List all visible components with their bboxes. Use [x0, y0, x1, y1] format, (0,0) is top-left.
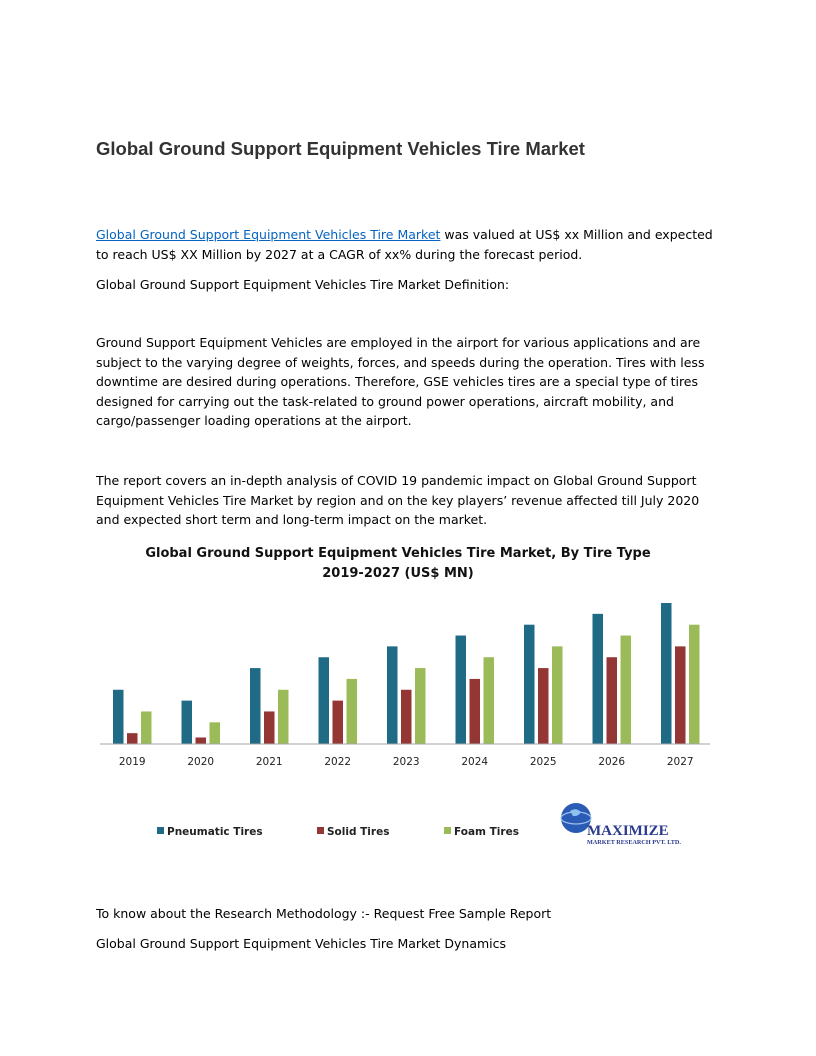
legend-swatch-pneumatic-tires [157, 827, 164, 834]
description-paragraph: Ground Support Equipment Vehicles are employed in the airport for various applications and are subject to the varying degree of weights, forces, and speeds during the operation. Tires with less downtime are desired during operations. Therefore, GSE vehicles tires are a special type of tires designed for carrying out the task-related to ground power operations, aircraft mobility, and cargo/passenger loading operations at the airport. [96, 335, 705, 428]
bar-pneumatic-tires-2026 [593, 614, 604, 744]
bar-foam-tires-2026 [621, 636, 632, 744]
x-tick-2025: 2025 [529, 756, 557, 768]
bar-foam-tires-2022 [347, 679, 358, 744]
bar-solid-tires-2024 [470, 679, 481, 744]
bar-foam-tires-2027 [689, 625, 700, 744]
page-title: Global Ground Support Equipment Vehicles Tire Market [96, 138, 585, 159]
legend-swatch-foam-tires [444, 827, 451, 834]
bar-solid-tires-2026 [607, 657, 618, 744]
x-tick-2019: 2019 [118, 756, 146, 768]
x-tick-2022: 2022 [324, 756, 352, 768]
bar-pneumatic-tires-2025 [524, 625, 535, 744]
x-tick-2024: 2024 [461, 756, 489, 768]
bar-solid-tires-2025 [538, 668, 549, 744]
legend-swatch-solid-tires [317, 827, 324, 834]
intro-text: was valued at US$ xx Million and expected to reach US$ XX Million by 2027 at a CAGR of xx% during the forecast period. [96, 227, 713, 262]
legend-label-solid-tires: Solid Tires [327, 826, 390, 838]
x-tick-2020: 2020 [187, 756, 215, 768]
maximize-logo [561, 803, 681, 846]
bar-pneumatic-tires-2024 [456, 636, 467, 744]
bar-pneumatic-tires-2022 [319, 657, 330, 744]
x-axis-ticks [119, 756, 694, 768]
definition-label: Global Ground Support Equipment Vehicles Tire Market Definition: [96, 277, 510, 292]
bar-pneumatic-tires-2020 [182, 701, 193, 744]
bar-solid-tires-2021 [264, 711, 275, 744]
bar-solid-tires-2027 [675, 646, 686, 744]
bar-foam-tires-2021 [278, 690, 289, 744]
chart-legend [157, 826, 519, 838]
bar-foam-tires-2023 [415, 668, 426, 744]
x-tick-2026: 2026 [598, 756, 626, 768]
bar-solid-tires-2020 [196, 737, 207, 744]
market-bar-chart [90, 535, 710, 865]
bar-solid-tires-2023 [401, 690, 412, 744]
market-report-link[interactable]: Global Ground Support Equipment Vehicles Tire Market [96, 227, 441, 242]
logo-name: MAXIMIZE [587, 823, 669, 839]
bar-solid-tires-2019 [127, 733, 138, 744]
legend-label-pneumatic-tires: Pneumatic Tires [167, 826, 263, 838]
bar-foam-tires-2024 [484, 657, 495, 744]
bar-pneumatic-tires-2023 [387, 646, 398, 744]
bar-solid-tires-2022 [333, 701, 344, 744]
x-tick-2027: 2027 [666, 756, 694, 768]
bar-foam-tires-2019 [141, 711, 152, 744]
chart-title-line2: 2019-2027 (US$ MN) [322, 566, 474, 581]
bar-foam-tires-2020 [210, 722, 221, 744]
covid-impact-paragraph: The report covers an in-depth analysis of COVID 19 pandemic impact on Global Ground Support Equipment Vehicles Tire Market by region and on the key players’ revenue affected till July 2020 and expected short term and long-term impact on the market. [96, 473, 700, 527]
bar-pneumatic-tires-2019 [113, 690, 124, 744]
methodology-text: To know about the Research Methodology :- Request Free Sample Report [96, 906, 552, 921]
x-tick-2021: 2021 [255, 756, 283, 768]
bar-foam-tires-2025 [552, 646, 563, 744]
dynamics-heading: Global Ground Support Equipment Vehicles Tire Market Dynamics [96, 936, 507, 951]
intro-paragraph [96, 225, 726, 264]
bar-pneumatic-tires-2021 [250, 668, 261, 744]
chart-bars [113, 603, 700, 744]
bar-pneumatic-tires-2027 [661, 603, 672, 744]
logo-tagline: MARKET RESEARCH PVT. LTD. [587, 839, 681, 846]
x-tick-2023: 2023 [392, 756, 420, 768]
chart-title-line1: Global Ground Support Equipment Vehicles Tire Market, By Tire Type [145, 546, 651, 561]
legend-label-foam-tires: Foam Tires [454, 826, 519, 838]
